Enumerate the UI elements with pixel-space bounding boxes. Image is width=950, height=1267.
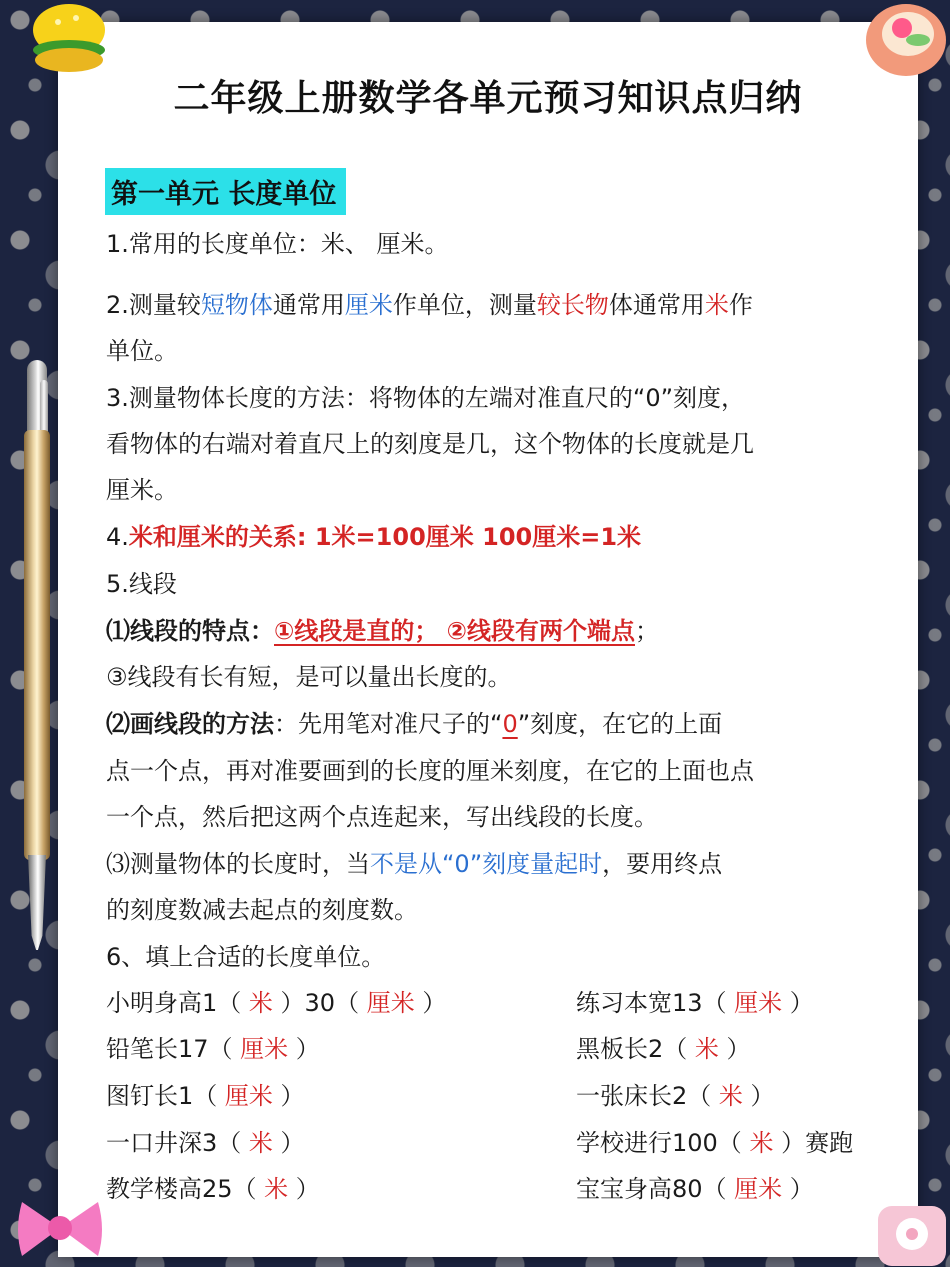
- fill-item-left: [106, 986, 446, 1020]
- fill-item-right: [576, 1032, 751, 1066]
- text-span: ⑵画线段的方法: [106, 710, 274, 738]
- document-paper: [58, 22, 918, 1257]
- text-span: ⑴线段的特点：: [106, 617, 274, 645]
- highlight-red: 米: [704, 291, 729, 319]
- question-text: 练习本宽13（: [576, 989, 735, 1017]
- fill-item-left: [106, 1032, 320, 1066]
- fill-item-right: [576, 1172, 814, 1206]
- answer-text: 厘米: [734, 1175, 783, 1203]
- fill-row: [106, 1172, 886, 1206]
- answer-text: 米: [264, 1175, 289, 1203]
- pen-body: [24, 430, 50, 860]
- point-1: 1.常用的长度单位：米、 厘米。: [106, 230, 449, 258]
- fill-item-right: [576, 986, 814, 1020]
- answer-text: 厘米: [240, 1035, 289, 1063]
- text-span: ；: [635, 617, 659, 645]
- point-5-3-line-1: [106, 847, 722, 881]
- highlight-blue: 短物体: [200, 291, 273, 319]
- question-text: ）: [782, 1175, 814, 1203]
- text-span: ，要用终点: [602, 850, 723, 878]
- flower-magnet-icon: [870, 1198, 950, 1267]
- pen-tip: [28, 855, 46, 950]
- answer-text: 米: [694, 1035, 719, 1063]
- question-text: ）: [414, 989, 447, 1017]
- answer-text: 厘米: [224, 1082, 273, 1110]
- text-span: 2.测量较: [106, 291, 201, 319]
- point-4: [106, 520, 641, 554]
- answer-text: 米: [749, 1129, 774, 1157]
- question-text: ）: [782, 989, 814, 1017]
- point-2-line-2: 单位。: [106, 337, 178, 365]
- fill-item-left: [106, 1079, 305, 1113]
- highlight-red: 0: [502, 710, 518, 738]
- answer-text: 米: [248, 989, 273, 1017]
- answer-text: 厘米: [366, 989, 415, 1017]
- question-text: ）: [288, 1175, 320, 1203]
- answer-text: 米: [248, 1129, 273, 1157]
- highlight-red: 较长物: [536, 291, 609, 319]
- point-5-2-line-3: 一个点，然后把这两个点连起来，写出线段的长度。: [106, 803, 658, 831]
- answer-text: 米: [718, 1082, 743, 1110]
- question-text: ）: [288, 1035, 320, 1063]
- point-2-line-1: [106, 288, 753, 322]
- question-text: ）: [742, 1082, 775, 1110]
- point-6: 6、填上合适的长度单位。: [106, 943, 386, 971]
- question-text: 一张床长2（: [576, 1082, 719, 1110]
- fill-row: [106, 1032, 886, 1066]
- text-span: 作: [728, 291, 753, 319]
- question-text: ）: [272, 1129, 305, 1157]
- fill-item-right: [576, 1079, 775, 1113]
- question-text: ）赛跑: [773, 1129, 854, 1157]
- gold-pen-icon: [18, 360, 54, 950]
- point-5-1-line-1: [106, 614, 659, 648]
- text-span: ：先用笔对准尺子的“: [274, 710, 503, 738]
- text-span: 4.: [106, 523, 129, 551]
- question-text: 小明身高1（: [106, 989, 249, 1017]
- highlight-red: 米和厘米的关系: 1米=100厘米 100厘米=1米: [128, 523, 642, 551]
- hamburger-magnet-icon: [28, 0, 110, 78]
- text-span: ⑶测量物体的长度时，当: [106, 850, 370, 878]
- point-3-line-3: 厘米。: [106, 476, 178, 504]
- highlight-blue: 厘米: [344, 291, 393, 319]
- question-text: 铅笔长17（: [106, 1035, 241, 1063]
- fill-row: [106, 1079, 886, 1113]
- fill-item-right: [576, 1126, 853, 1160]
- point-5-1-line-2: ③线段有长有短，是可以量出长度的。: [106, 663, 512, 691]
- bow-magnet-icon: [14, 1190, 106, 1267]
- answer-text: 厘米: [734, 989, 783, 1017]
- text-span: 体通常用: [608, 291, 705, 319]
- highlight-red: ①线段是直的； ②线段有两个端点: [274, 617, 635, 645]
- question-text: 一口井深3（: [106, 1129, 249, 1157]
- question-text: 学校进行100（: [576, 1129, 750, 1157]
- text-span: 通常用: [272, 291, 345, 319]
- page-title: 二年级上册数学各单元预习知识点归纳: [173, 78, 803, 119]
- point-5-3-line-2: 的刻度数减去起点的刻度数。: [106, 896, 418, 924]
- question-text: 宝宝身高80（: [576, 1175, 735, 1203]
- fill-row: [106, 1126, 886, 1160]
- cake-magnet-icon: [862, 0, 950, 82]
- text-span: ”刻度，在它的上面: [517, 710, 723, 738]
- text-span: 作单位，测量: [392, 291, 537, 319]
- question-text: ）30（: [272, 989, 367, 1017]
- unit-heading: 第一单元 长度单位: [105, 168, 346, 215]
- point-3-line-2: 看物体的右端对着直尺上的刻度是几，这个物体的长度就是几: [106, 430, 754, 458]
- fill-item-left: [106, 1172, 320, 1206]
- fill-item-left: [106, 1126, 305, 1160]
- question-text: 黑板长2（: [576, 1035, 695, 1063]
- question-text: 教学楼高25（: [106, 1175, 265, 1203]
- question-text: 图钉长1（: [106, 1082, 225, 1110]
- point-5: 5.线段: [106, 570, 177, 598]
- point-5-2-line-2: 点一个点，再对准要画到的长度的厘米刻度，在它的上面也点: [106, 757, 754, 785]
- question-text: ）: [718, 1035, 751, 1063]
- point-3-line-1: 3.测量物体长度的方法：将物体的左端对准直尺的“0”刻度，: [106, 384, 746, 412]
- point-5-2-line-1: [106, 707, 722, 741]
- question-text: ）: [272, 1082, 305, 1110]
- highlight-blue: 不是从“0”刻度量起时: [370, 850, 603, 878]
- fill-row: [106, 986, 886, 1020]
